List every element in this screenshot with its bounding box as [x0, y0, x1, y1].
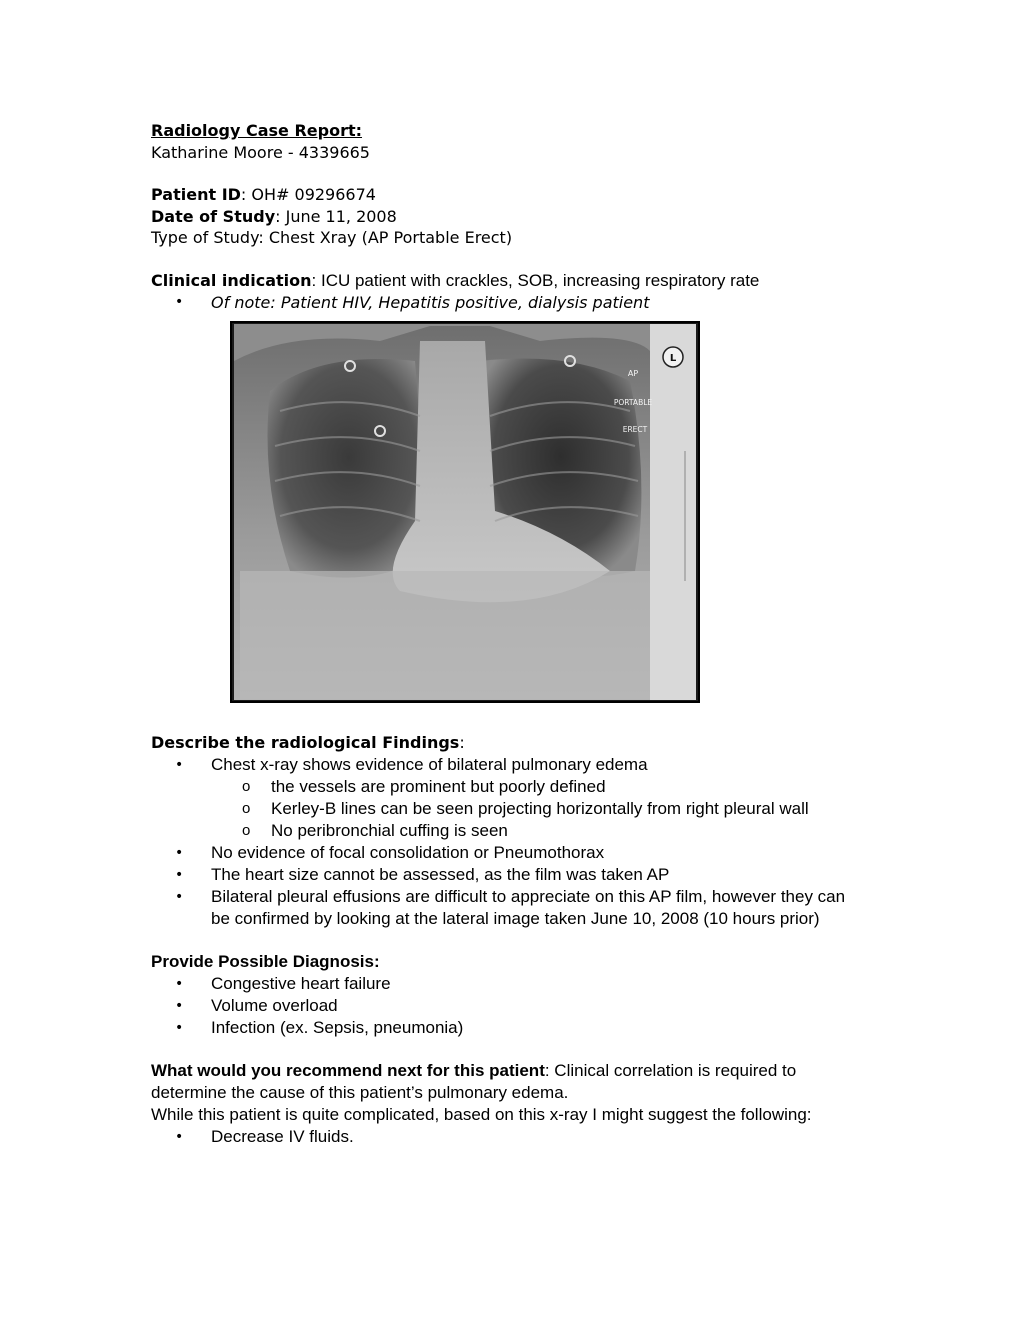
study-date-label: Date of Study [151, 206, 276, 226]
diagnosis-heading: Provide Possible Diagnosis: [151, 951, 380, 971]
patient-id-line [151, 184, 871, 206]
study-type: Type of Study: Chest Xray (AP Portable Erect) [151, 228, 513, 247]
patient-id-label: Patient ID [151, 185, 241, 204]
list-item: • Decrease IV fluids. [151, 1126, 871, 1148]
list-item: • Infection (ex. Sepsis, pneumonia) [151, 1017, 871, 1039]
xray-label-erect: ERECT [622, 425, 648, 434]
list-item: • Congestive heart failure [151, 973, 871, 995]
diagnosis-section [151, 951, 871, 1039]
list-item: • No evidence of focal consolidation or Pneumothorax [151, 842, 871, 864]
recommendation-section [151, 1060, 871, 1148]
chest-xray-image [230, 321, 700, 703]
report-author: Katharine Moore - 4339665 [151, 142, 370, 162]
list-item: • Bilateral pleural effusions are difficult to appreciate on this AP film, however they can be confirmed by looking at the lateral image taken June 10, 2008 (10 hours prior) [151, 886, 871, 930]
patient-info [151, 184, 871, 249]
list-item: • Chest x-ray shows evidence of bilateral pulmonary edema o the vessels are prominent but poorly defined o Kerley-B lines can be seen projecting horizontally from right pleural wall o No peribronchial cuffing is seen [151, 754, 871, 842]
list-item: o Kerley-B lines can be seen projecting horizontally from right pleural wall [151, 798, 871, 820]
findings-section: Describe the radiological Findings: • Chest x-ray shows evidence of bilateral pulmonary edema o the vessels are prominent but poorly defined o Kerley-B lines can be seen projecting horizontally from right pleural wall o No peribronchial cuffing is seen • No evidence of focal consolidation or Pneumothorax • The heart size cannot be assessed, as the film was taken AP • Bilateral pleural effusions are difficult to appreciate on this AP film, however they can be confirmed by looking at the lateral image taken June 10, 2008 (10 hours prior) [151, 732, 871, 930]
study-date-line [151, 206, 871, 228]
list-item: • The heart size cannot be assessed, as the film was taken AP [151, 864, 871, 886]
report-header [151, 120, 871, 163]
clinical-label: Clinical indication [151, 270, 312, 290]
recommendation-intro: While this patient is quite complicated, based on this x-ray I might suggest the following: [151, 1104, 812, 1124]
list-item: o the vessels are prominent but poorly defined [151, 776, 871, 798]
clinical-value: : ICU patient with crackles, SOB, increasing respiratory rate [311, 270, 760, 290]
report-page [151, 120, 871, 1148]
list-item: • Volume overload [151, 995, 871, 1017]
xray-label-portable: PORTABLE [613, 398, 653, 407]
recommendation-label: What would you recommend next for this patient [151, 1060, 545, 1080]
clinical-indication [151, 270, 871, 314]
xray-label-ap: AP [627, 369, 639, 378]
findings-heading: Describe the radiological Findings [151, 733, 460, 752]
side-marker-label: L [669, 353, 677, 364]
list-item: o No peribronchial cuffing is seen [151, 820, 871, 842]
study-date-value: : June 11, 2008 [275, 206, 397, 226]
patient-id-value: : OH# 09296674 [240, 185, 376, 204]
clinical-note: • Of note: Patient HIV, Hepatitis positive, dialysis patient [151, 292, 871, 314]
recommendation-value: : Clinical correlation is required to determine the cause of this patient’s pulmonary edema. [151, 1060, 797, 1102]
report-title: Radiology Case Report: [151, 121, 363, 140]
